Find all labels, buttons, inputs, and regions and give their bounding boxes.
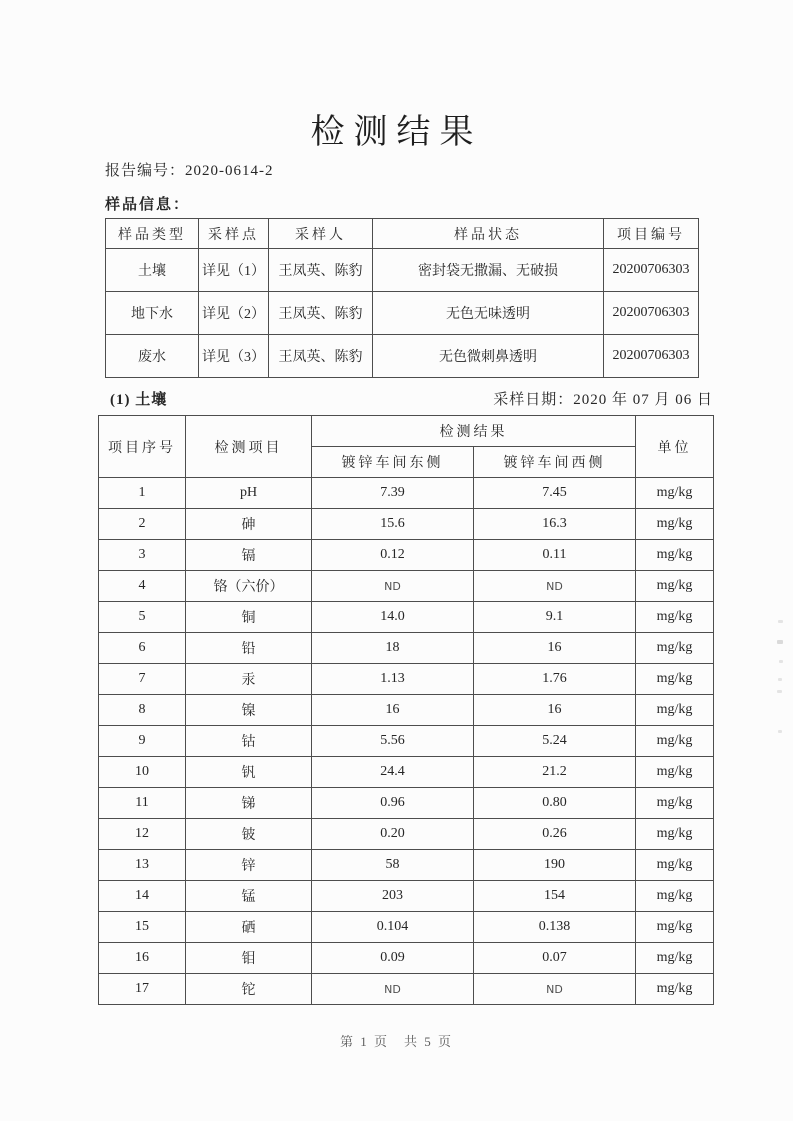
sample-table-header-cell: 样品类型 [106, 219, 199, 249]
cell-unit: mg/kg [636, 912, 714, 943]
cell-unit: mg/kg [636, 695, 714, 726]
cell-result-east: 7.39 [312, 478, 474, 509]
result-table-row [99, 881, 714, 912]
cell-test-item: 锑 [186, 788, 312, 819]
cell-result-east: ND [312, 571, 474, 602]
col-header-test-item: 检测项目 [186, 416, 312, 478]
cell-unit: mg/kg [636, 819, 714, 850]
cell-item-no: 1 [99, 478, 186, 509]
result-table-row [99, 571, 714, 602]
cell-result-west: 9.1 [474, 602, 636, 633]
cell-result-west: 16.3 [474, 509, 636, 540]
soil-section-header [98, 388, 713, 409]
cell-result-west: 0.07 [474, 943, 636, 974]
page-title: 检测结果 [310, 114, 483, 151]
cell-result-east: 14.0 [312, 602, 474, 633]
report-number [105, 159, 274, 180]
result-table-row [99, 633, 714, 664]
cell-item-no: 14 [99, 881, 186, 912]
cell-result-west: 0.80 [474, 788, 636, 819]
report-number-label: 报告编号： [105, 163, 186, 179]
sample-table-cell: 详见（2） [199, 292, 269, 335]
cell-test-item: 铬（六价） [186, 571, 312, 602]
sample-table-cell: 土壤 [106, 249, 199, 292]
cell-result-east: 203 [312, 881, 474, 912]
sample-table-header-cell: 采样点 [199, 219, 269, 249]
cell-result-west: 16 [474, 695, 636, 726]
sample-table-cell: 20200706303 [604, 292, 699, 335]
cell-test-item: 镍 [186, 695, 312, 726]
cell-result-west: 1.76 [474, 664, 636, 695]
result-table-row [99, 478, 714, 509]
sample-table-cell: 20200706303 [604, 335, 699, 378]
cell-result-west: 190 [474, 850, 636, 881]
cell-test-item: 镉 [186, 540, 312, 571]
cell-result-west: ND [474, 571, 636, 602]
result-table-row [99, 757, 714, 788]
cell-result-east: 15.6 [312, 509, 474, 540]
cell-item-no: 4 [99, 571, 186, 602]
cell-test-item: 硒 [186, 912, 312, 943]
sample-table-row [106, 335, 699, 378]
cell-item-no: 7 [99, 664, 186, 695]
cell-result-west: 0.11 [474, 540, 636, 571]
cell-unit: mg/kg [636, 757, 714, 788]
cell-test-item: pH [186, 478, 312, 509]
cell-test-item: 铊 [186, 974, 312, 1005]
cell-item-no: 6 [99, 633, 186, 664]
cell-item-no: 9 [99, 726, 186, 757]
cell-result-east: 0.96 [312, 788, 474, 819]
cell-item-no: 10 [99, 757, 186, 788]
cell-test-item: 铜 [186, 602, 312, 633]
cell-item-no: 17 [99, 974, 186, 1005]
cell-result-east: 5.56 [312, 726, 474, 757]
cell-unit: mg/kg [636, 478, 714, 509]
result-table-row [99, 726, 714, 757]
sample-table-cell: 王凤英、陈豹 [269, 335, 373, 378]
page-footer: 第 1 页 共 5 页 [339, 1034, 453, 1049]
sample-table-header-row [106, 219, 699, 249]
section-soil-label: (1) 土壤 [110, 392, 168, 408]
cell-unit: mg/kg [636, 850, 714, 881]
cell-item-no: 15 [99, 912, 186, 943]
sampling-date: 采样日期：2020 年 07 月 06 日 [493, 392, 713, 408]
cell-result-west: 7.45 [474, 478, 636, 509]
cell-result-west: 154 [474, 881, 636, 912]
cell-result-east: 0.12 [312, 540, 474, 571]
result-table-row [99, 509, 714, 540]
cell-unit: mg/kg [636, 540, 714, 571]
sample-info-table [105, 218, 699, 378]
cell-result-west: 5.24 [474, 726, 636, 757]
cell-item-no: 2 [99, 509, 186, 540]
soil-results-table [98, 415, 714, 1005]
col-header-result-group: 检测结果 [312, 416, 636, 447]
sample-table-header-cell: 样品状态 [373, 219, 604, 249]
result-table-row [99, 788, 714, 819]
col-header-west: 镀锌车间西侧 [474, 447, 636, 478]
sample-table-cell: 无色无味透明 [373, 292, 604, 335]
cell-test-item: 铍 [186, 819, 312, 850]
cell-item-no: 3 [99, 540, 186, 571]
sample-table-header-cell: 采样人 [269, 219, 373, 249]
result-table-row [99, 664, 714, 695]
sample-table-cell: 王凤英、陈豹 [269, 292, 373, 335]
cell-result-east: 58 [312, 850, 474, 881]
cell-test-item: 钼 [186, 943, 312, 974]
cell-item-no: 11 [99, 788, 186, 819]
cell-result-east: ND [312, 974, 474, 1005]
cell-unit: mg/kg [636, 974, 714, 1005]
cell-unit: mg/kg [636, 881, 714, 912]
cell-result-east: 0.104 [312, 912, 474, 943]
result-table-row [99, 943, 714, 974]
scan-bleed-artifact [776, 612, 785, 752]
cell-result-east: 24.4 [312, 757, 474, 788]
result-table-row [99, 850, 714, 881]
cell-unit: mg/kg [636, 633, 714, 664]
sample-table-cell: 废水 [106, 335, 199, 378]
sample-table-cell: 王凤英、陈豹 [269, 249, 373, 292]
cell-item-no: 5 [99, 602, 186, 633]
cell-result-west: ND [474, 974, 636, 1005]
cell-item-no: 16 [99, 943, 186, 974]
col-header-unit: 单位 [636, 416, 714, 478]
col-header-item-no: 项目序号 [99, 416, 186, 478]
sample-table-cell: 详见（3） [199, 335, 269, 378]
sample-table-header-cell: 项目编号 [604, 219, 699, 249]
sample-table-row [106, 292, 699, 335]
sample-table-cell: 地下水 [106, 292, 199, 335]
result-table-row [99, 540, 714, 571]
cell-test-item: 汞 [186, 664, 312, 695]
cell-item-no: 13 [99, 850, 186, 881]
sample-table-cell: 密封袋无撒漏、无破损 [373, 249, 604, 292]
cell-result-west: 0.26 [474, 819, 636, 850]
sample-table-cell: 无色微刺鼻透明 [373, 335, 604, 378]
result-table-header-row-1 [99, 416, 714, 447]
cell-unit: mg/kg [636, 943, 714, 974]
sample-table-cell: 详见（1） [199, 249, 269, 292]
cell-result-east: 18 [312, 633, 474, 664]
cell-test-item: 锌 [186, 850, 312, 881]
cell-item-no: 8 [99, 695, 186, 726]
cell-result-west: 0.138 [474, 912, 636, 943]
cell-item-no: 12 [99, 819, 186, 850]
cell-result-east: 0.20 [312, 819, 474, 850]
cell-test-item: 钴 [186, 726, 312, 757]
result-table-row [99, 819, 714, 850]
cell-unit: mg/kg [636, 571, 714, 602]
cell-test-item: 砷 [186, 509, 312, 540]
cell-unit: mg/kg [636, 726, 714, 757]
sample-table-row [106, 249, 699, 292]
cell-test-item: 钒 [186, 757, 312, 788]
report-number-value: 2020-0614-2 [185, 163, 274, 179]
cell-test-item: 铅 [186, 633, 312, 664]
result-table-row [99, 602, 714, 633]
cell-unit: mg/kg [636, 509, 714, 540]
result-table-row [99, 974, 714, 1005]
cell-result-east: 16 [312, 695, 474, 726]
cell-unit: mg/kg [636, 602, 714, 633]
result-table-row [99, 912, 714, 943]
sample-info-heading: 样品信息： [105, 197, 191, 213]
sample-table-cell: 20200706303 [604, 249, 699, 292]
cell-result-east: 1.13 [312, 664, 474, 695]
cell-unit: mg/kg [636, 664, 714, 695]
cell-result-west: 21.2 [474, 757, 636, 788]
cell-result-west: 16 [474, 633, 636, 664]
cell-unit: mg/kg [636, 788, 714, 819]
result-table-row [99, 695, 714, 726]
col-header-east: 镀锌车间东侧 [312, 447, 474, 478]
cell-test-item: 锰 [186, 881, 312, 912]
cell-result-east: 0.09 [312, 943, 474, 974]
